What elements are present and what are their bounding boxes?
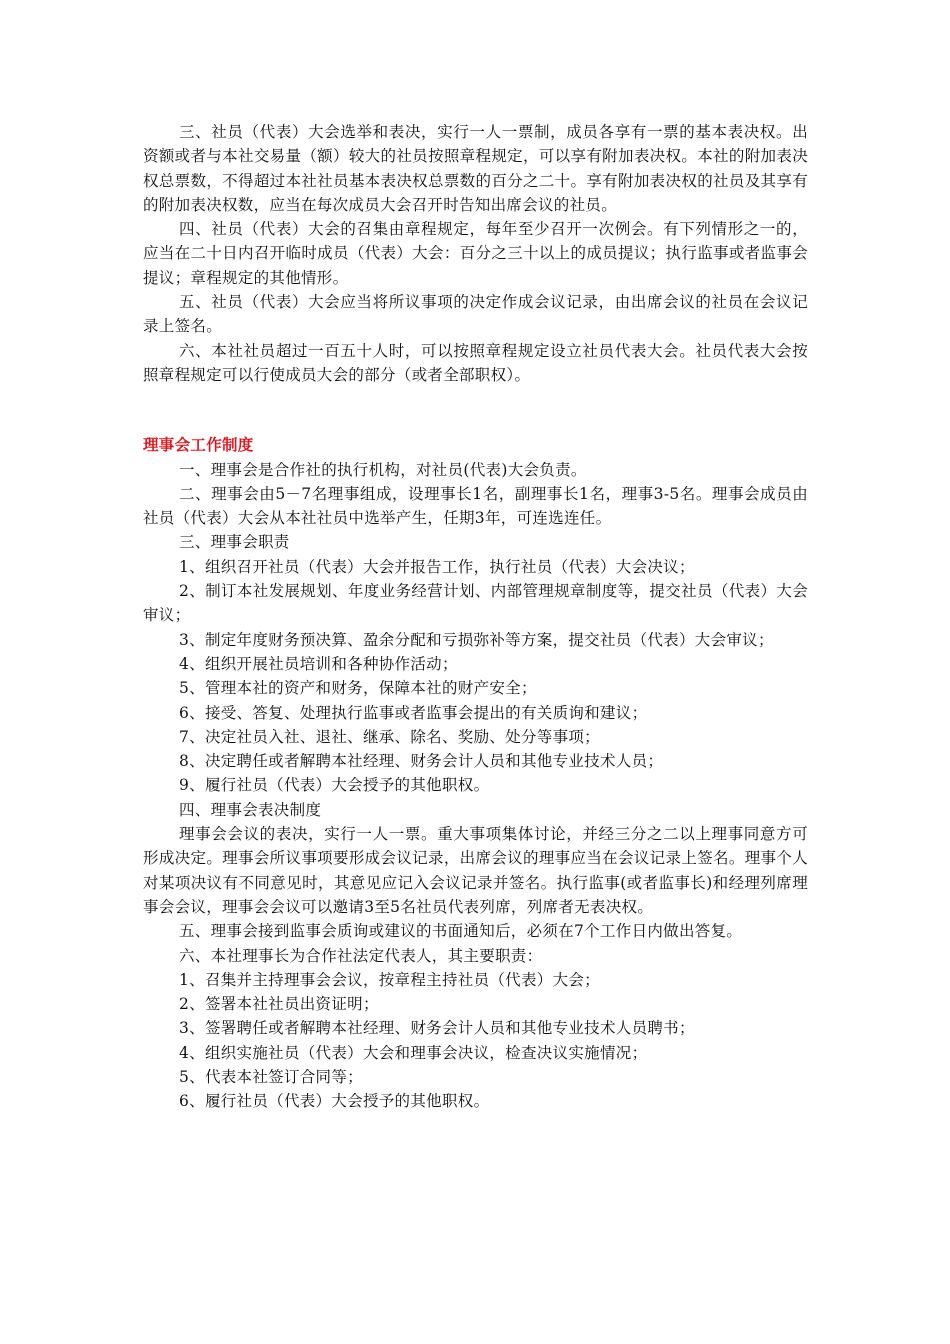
list-item: 6、履行社员（代表）大会授予的其他职权。 [179,1092,490,1111]
section-heading: 理事会工作制度 [143,435,254,455]
list-item: 理事会会议的表决，实行一人一票。重大事项集体讨论，并经三分之二以上理事同意方可形成决定。理事会所议事项要形成会议记录，出席会议的理事应当在会议记录上签名。理事个人对某项决议有不同意见时，其意见应记入会议记录并签名。执行监事(或者监事长)和经理列席理事会会议，理事会会议可以邀请3至5名社员代表列席，列席者无表决权。 [143,825,808,916]
list-item: 3、签署聘任或者解聘本社经理、财务会计人员和其他专业技术人员聘书； [179,1019,695,1038]
paragraph-voting: 三、社员（代表）大会选举和表决，实行一人一票制，成员各享有一票的基本表决权。出资额或者与本社交易量（额）较大的社员按照章程规定，可以享有附加表决权。本社的附加表决权总票数，不得超过本社社员基本表决权总票数的百分之二十。享有附加表决权的社员及其享有的附加表决权数，应当在每次成员大会召开时告知出席会议的社员。 [143,123,808,214]
list-item: 9、履行社员（代表）大会授予的其他职权。 [179,776,490,795]
list-item: 4、组织开展社员培训和各种协作活动； [179,654,458,673]
section-gap [143,387,808,433]
list-item: 1、组织召开社员（代表）大会并报告工作，执行社员（代表）大会决议； [179,557,695,576]
list-item: 六、本社理事长为合作社法定代表人，其主要职责： [179,946,543,965]
list-item: 7、决定社员入社、退社、继承、除名、奖励、处分等事项； [179,727,600,746]
list-item: 4、组织实施社员（代表）大会和理事会决议，检查决议实施情况； [179,1043,648,1062]
list-item: 3、制定年度财务预决算、盈余分配和亏损弥补等方案，提交社员（代表）大会审议； [179,630,774,649]
list-item: 5、管理本社的资产和财务，保障本社的财产安全； [179,679,537,698]
list-item: 一、理事会是合作社的执行机构，对社员(代表)大会负责。 [179,460,587,479]
document-page [143,120,808,1114]
list-item: 二、理事会由5－7名理事组成，设理事长1名，副理事长1名，理事3-5名。理事会成员由社员（代表）大会从本社社员中选举产生，任期3年，可连选连任。 [143,484,808,528]
list-item: 8、决定聘任或者解聘本社经理、财务会计人员和其他专业技术人员； [179,752,664,771]
list-item: 四、理事会表决制度 [179,800,322,819]
paragraph-minutes: 五、社员（代表）大会应当将所议事项的决定作成会议记录，由出席会议的社员在会议记录上签名。 [143,293,808,336]
list-item: 2、制订本社发展规划、年度业务经营计划、内部管理规章制度等，提交社员（代表）大会审议； [143,582,808,625]
list-item: 6、接受、答复、处理执行监事或者监事会提出的有关质询和建议； [179,703,648,722]
list-item: 2、签署本社社员出资证明； [179,995,379,1014]
list-item: 三、理事会职责 [179,533,290,552]
paragraph-representative-assembly: 六、本社社员超过一百五十人时，可以按照章程规定设立社员代表大会。社员代表大会按照章程规定可以行使成员大会的部分（或者全部职权）。 [143,341,808,384]
list-item: 1、召集并主持理事会会议，按章程主持社员（代表）大会； [179,970,600,989]
list-item: 五、理事会接到监事会质询或建议的书面通知后，必须在7个工作日内做出答复。 [179,922,743,941]
list-item: 5、代表本社签订合同等； [179,1067,363,1086]
paragraph-convening: 四、社员（代表）大会的召集由章程规定，每年至少召开一次例会。有下列情形之一的，应当在二十日内召开临时成员（代表）大会：百分之三十以上的成员提议；执行监事或者监事会提议；章程规定的其他情形。 [143,220,808,287]
